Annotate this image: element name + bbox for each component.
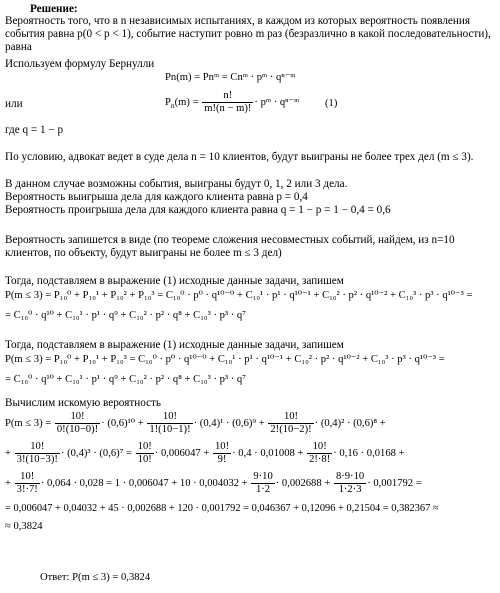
calc-fraction: $\frac{8\cdot 9\cdot 10}{1\cdot 2\cdot 3}$	[335, 471, 365, 495]
calc-fraction: $\frac{10!}{3!(10-3)!}$	[16, 441, 58, 465]
condition-3: Вероятность выигрыша дела для каждого клиента равна p = 0,4	[5, 191, 308, 203]
bernoulli-formula-2: $P_n(m)$ = $\frac{n!}{m!(n - m)!}$ · pᵐ · qⁿ⁻ᵐ	[165, 90, 300, 114]
calc-fraction: $\frac{10!}{9!}$	[214, 441, 230, 465]
formula-c: P(m ≤ 3) = P₁₀⁰ + P₁₀¹ + P₁₀³ = C₁₀⁰ · p⁰ · q¹⁰⁻⁰ + C₁₀¹ · p¹ · q¹⁰⁻¹ + C₁₀² · p² · q¹⁰⁻² + C₁₀³ · p³ · q¹⁰⁻³ =	[5, 354, 445, 365]
calc-fraction: $\frac{10!}{2!(10-2)!}$	[270, 411, 312, 435]
answer: Ответ: P(m ≤ 3) = 0,3824	[40, 572, 151, 583]
calc-fraction: $\frac{10!}{1!(10-1)!}$	[149, 411, 191, 435]
ili-word: или	[5, 98, 23, 110]
condition-1: По условию, адвокат ведет в суде дела n = 10 клиентов, будут выиграны не более трех дел (m ≤ 3).	[5, 151, 474, 163]
calc-line-1: P(m ≤ 3) = $\frac{10!}{0!(10-0)!}$ · (0,6)¹⁰ + $\frac{10!}{1!(10-1)!}$ · (0,4)¹ · (0,6)⁹ + $\frac{10!}{2!(10-2)!}$ · (0,4)² · (0,6)⁸ +	[5, 411, 386, 435]
compute-text: Вычислим искомую вероятность	[5, 397, 162, 409]
bernoulli-intro: Используем формулу Бернулли	[5, 58, 155, 70]
equation-number: (1)	[325, 98, 338, 109]
substitute-text-1: Тогда, подставляем в выражение (1) исходные данные задачи, запишем	[5, 275, 344, 287]
calc-line-2: + $\frac{10!}{3!(10-3)!}$ · (0,4)³ · (0,6)⁷ = $\frac{10!}{10!}$ · 0,006047 + $\frac{10!}{9!}$ · 0,4 · 0,01008 + $\frac{10!}{2!\cdot 8!}$ · 0,16 · 0,0168 +	[5, 441, 405, 465]
intro-paragraph: Вероятность того, что в n независимых испытаниях, в каждом из которых вероятность появления события равна p(0 < p < 1), событие наступит ровно m раз (безразлично в какой последовательности), равна	[5, 15, 491, 54]
formula-b: = C₁₀⁰ · q¹⁰ + C₁₀¹ · p¹ · q⁹ + C₁₀² · p² · q⁸ + C₁₀³ · p³ · q⁷	[5, 310, 246, 321]
calc-line-3: + $\frac{10!}{3!\cdot 7!}$ · 0,064 · 0,028 = 1 · 0,006047 + 10 · 0,004032 + $\frac{9\cdot 10}{1\cdot 2}$ · 0,002688 + $\frac{8\cdot 9\cdot 10}{1\cdot 2\cdot 3}$ · 0,001792 =	[5, 471, 422, 495]
calc-fraction: $\frac{10!}{2!\cdot 8!}$	[309, 441, 331, 465]
calc-fraction: $\frac{10!}{3!\cdot 7!}$	[16, 471, 38, 495]
calc-fraction: $\frac{9\cdot 10}{1\cdot 2}$	[253, 471, 273, 495]
condition-2: В данном случае возможны события, выиграны будут 0, 1, 2 или 3 дела.	[5, 178, 348, 190]
calc-fraction: $\frac{10!}{10!}$	[137, 441, 152, 465]
calc-fraction: $\frac{10!}{0!(10-0)!}$	[56, 411, 99, 435]
probability-text: Вероятность запишется в виде (по теореме сложения несовместных событий, найдем, из n=10 клиентов, по объекту, будут выиграны не более m ≤ 3 дел)	[5, 234, 455, 260]
bernoulli-formula-1: Pn(m) = Pnᵐ = Cnᵐ · pᵐ · qⁿ⁻ᵐ	[165, 72, 296, 83]
formula-d: = C₁₀⁰ · q¹⁰ + C₁₀¹ · p¹ · q⁹ + C₁₀² · p² · q⁸ + C₁₀³ · p³ · q⁷	[5, 374, 246, 385]
where-q: где q = 1 − p	[5, 124, 64, 136]
calc-line-4: = 0,006047 + 0,04032 + 45 · 0,002688 + 120 · 0,001792 = 0,046367 + 0,12096 + 0,21504 = 0,382367 ≈	[5, 503, 439, 514]
substitute-text-2: Тогда, подставляем в выражение (1) исходные данные задачи, запишем	[5, 339, 344, 351]
bernoulli-fraction: $\frac{n!}{m!(n - m)!}$	[204, 90, 252, 114]
solution-heading: Решение:	[30, 3, 78, 15]
calc-line-5: ≈ 0,3824	[5, 521, 43, 532]
formula-a: P(m ≤ 3) = P₁₀⁰ + P₁₀¹ + P₁₀² + P₁₀³ = C₁₀⁰ · p⁰ · q¹⁰⁻⁰ + C₁₀¹ · p¹ · q¹⁰⁻¹ + C₁₀² · p² · q¹⁰⁻² + C₁₀³ · p³ · q¹⁰⁻³ =	[5, 290, 473, 301]
condition-4: Вероятность проигрыша дела для каждого клиента равна q = 1 − p = 1 − 0,4 = 0,6	[5, 204, 391, 216]
